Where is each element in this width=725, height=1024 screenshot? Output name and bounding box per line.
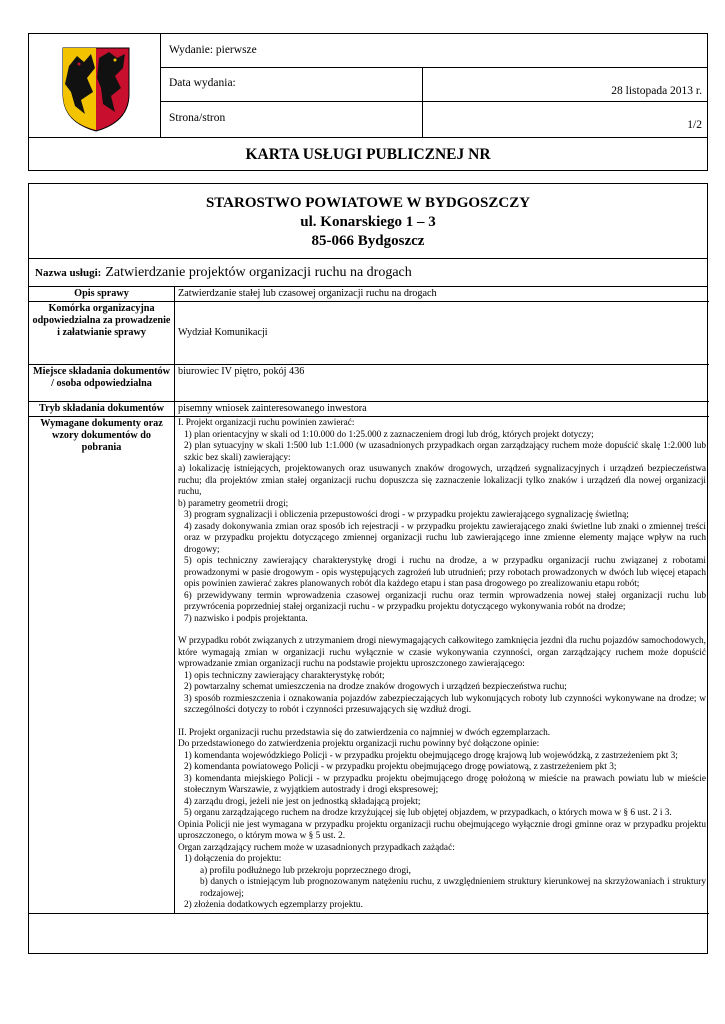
doc-line: 3) komendanta miejskiego Policji - w przypadku projektu obejmującego drogę położoną w mieście na prawach powiatu lub w mieście stołecznym Warszawie, z wyjątkiem autostrady i drogi ekspresowej;: [184, 773, 706, 795]
row-label: Wymagane dokumenty oraz wzory dokumentów do pobrania: [29, 417, 175, 914]
issue-date-value: 28 listopada 2013 r.: [611, 85, 702, 97]
table-row: [29, 402, 709, 417]
doc-line: a) profilu podłużnego lub przekroju poprzecznego drogi,: [200, 865, 411, 876]
logo-cell: [29, 34, 161, 137]
row-value: [175, 302, 710, 365]
document-title: KARTA USŁUGI PUBLICZNEJ NR: [29, 137, 707, 172]
page-value: 1/2: [687, 119, 702, 131]
doc-line: 2) złożenia dodatkowych egzemplarzy projektu.: [184, 900, 363, 910]
doc-line: Organ zarządzający ruchem może w uzasadnionych przypadkach zażądać:: [178, 842, 455, 853]
doc-line: 3) sposób rozmieszczenia i oznakowania pojazdów zabezpieczających lub wykonujących roboty lub czynności wykonywane na drodze; w szczególności dotyczy to robót i czynności przesuwających się wzdłuż drogi.: [184, 693, 706, 715]
row-label: Opis sprawy: [29, 287, 175, 302]
row-value: pisemny wniosek zainteresowanego inwestora: [175, 402, 710, 417]
doc-line: W przypadku robót związanych z utrzymaniem drogi niewymagających całkowitego zamknięcia jezdni dla ruchu pojazdów samochodowych, które wymagają zmian w organizacji ruchu wyłącznie w czasie wykonywania czynności, organ zarządzający ruchem może dopuścić wprowadzanie zmian organizacji ruchu na podstawie projektu uproszczonego zawierającego:: [178, 636, 706, 669]
main-box: [28, 183, 708, 954]
doc-line: Opinia Policji nie jest wymagana w przypadku projektu organizacji ruchu obejmującego wyłącznie drogi gminne oraz w przypadku projektu uproszczonego, o którym mowa w § 5 ust. 2.: [178, 819, 706, 841]
doc-line: 6) przewidywany termin wprowadzenia czasowej organizacji ruchu oraz termin wprowadzenia nowej stałej organizacji ruchu lub przywrócenia poprzedniej stałej organizacji ruchu - w przypadku projektu dotyczącego wykonywania robót na drodze;: [184, 590, 706, 612]
doc-line: 5) opis techniczny zawierający charakterystykę drogi i ruchu na drodze, a w przypadku organizacji ruchu związanej z robotami prowadzonymi w pasie drogowym - opis występujących zagrożeń lub utrudnień; przy robotach prowadzonych w dwóch lub więcej etapach opis powinien zawierać zakres planowanych robót dla każdego etapu i stan pasa drogowego po zrealizowaniu etapu robót;: [184, 556, 706, 589]
doc-line: b) danych o istniejącym lub prognozowanym natężeniu ruchu, z uwzględnieniem struktury kierunkowej na skrzyżowaniach i struktury rodzajowej;: [200, 877, 706, 899]
doc-line: 7) nazwisko i podpis projektanta.: [184, 613, 308, 624]
issue-date-label: Data wydania:: [169, 77, 236, 89]
doc-line: 4) zarządu drogi, jeżeli nie jest on jednostką składającą projekt;: [184, 796, 421, 807]
doc-line: 2) powtarzalny schemat umieszczenia na drodze znaków drogowych i urządzeń bezpieczeństwa ruchu;: [184, 682, 567, 692]
service-name-value: Zatwierdzanie projektów organizacji ruchu na drogach: [105, 265, 412, 280]
doc-line: 1) komendanta wojewódzkiego Policji - w przypadku projektu obejmującego drogę krajową lub wojewódzką, z zastrzeżeniem pkt 3;: [184, 750, 678, 761]
doc-line: I. Projekt organizacji ruchu powinien zawierać:: [178, 418, 355, 428]
required-documents: [175, 417, 710, 914]
service-name-row: [29, 259, 707, 287]
office-block: [29, 184, 707, 259]
page-label: Strona/stron: [169, 112, 226, 124]
page-value-cell: [422, 101, 708, 137]
doc-line: a) lokalizację istniejących, projektowanych oraz usuwanych znaków drogowych, urządzeń sygnalizacyjnych i urządzeń bezpieczeństwa ruchu; dla projektów zmian stałej organizacji ruchu dopuszcza się zaznaczenie lokalizacji tylko znaków i urządzeń dla nowej organizacji ruchu,: [178, 464, 706, 497]
doc-line: 5) organu zarządzającego ruchem na drodze krzyżującej się lub objętej objazdem, w przypadkach, o których mowa w § 6 ust. 2 i 3.: [184, 808, 672, 818]
issue-date-value-cell: [422, 67, 708, 102]
doc-line: 3) program sygnalizacji i obliczenia przepustowości drogi - w przypadku projektu zawierającego sygnalizację świetlną;: [184, 510, 629, 520]
office-city: 85-066 Bydgoszcz: [311, 233, 425, 249]
row-label: Tryb składania dokumentów: [29, 402, 175, 417]
doc-line: II. Projekt organizacji ruchu przedstawia się do zatwierdzenia co najmniej w dwóch egzemplarzach.: [178, 727, 551, 738]
doc-line: 1) plan orientacyjny w skali od 1:10.000 do 1:25.000 z zaznaczeniem drogi lub dróg, których projekt dotyczy;: [184, 429, 594, 440]
office-name: STAROSTWO POWIATOWE W BYDGOSZCZY: [205, 195, 531, 211]
row-value: biurowiec IV piętro, pokój 436: [175, 365, 710, 402]
doc-line: 2) komendanta powiatowego Policji - w przypadku projektu obejmującego drogę powiatową, z zastrzeżeniem pkt 3;: [184, 762, 617, 772]
doc-line: 1) opis techniczny zawierający charakterystykę robót;: [184, 670, 385, 681]
doc-line: b) parametry geometrii drogi;: [178, 498, 289, 509]
coat-of-arms-icon: [29, 34, 160, 137]
row-label: Komórka organizacyjna odpowiedzialna za prowadzenie i załatwianie sprawy: [29, 302, 175, 365]
row-value-text: Wydział Komunikacji: [178, 327, 268, 338]
doc-line: Do przedstawionego do zatwierdzenia projektu organizacji ruchu powinny być dołączone opinie:: [178, 739, 540, 749]
edition-label: Wydanie: pierwsze: [169, 44, 257, 56]
doc-line: 4) zasady dokonywania zmian oraz sposób ich rejestracji - w przypadku projektu zawierającego znaki świetlne lub znaki o zmiennej treści oraz w przypadku projektu dotyczącego zmiennej organizacji ruchu lub zawierającego inne zmienne elementy mające wpływ na ruch drogowy;: [184, 521, 706, 555]
issue-date-label-cell: [160, 67, 423, 102]
table-row: [29, 417, 709, 914]
edition-cell: [160, 34, 708, 68]
page-label-cell: [160, 101, 423, 137]
details-table: [29, 287, 709, 914]
doc-line: 2) plan sytuacyjny w skali 1:500 lub 1:1.000 (w uzasadnionych przypadkach organ zarządzający ruchem może dopuścić skalę 1:2.000 lub szkic bez skali) zawierający:: [184, 441, 706, 463]
service-name-label: Nazwa usługi:: [35, 267, 102, 279]
row-label: Miejsce składania dokumentów / osoba odpowiedzialna: [29, 365, 175, 402]
row-value: Zatwierdzanie stałej lub czasowej organizacji ruchu na drogach: [175, 287, 710, 302]
table-row: [29, 287, 709, 302]
office-street: ul. Konarskiego 1 – 3: [300, 214, 436, 230]
doc-line: 1) dołączenia do projektu:: [184, 854, 282, 864]
table-row: [29, 365, 709, 402]
table-row: [29, 302, 709, 365]
header-box: [28, 33, 708, 171]
